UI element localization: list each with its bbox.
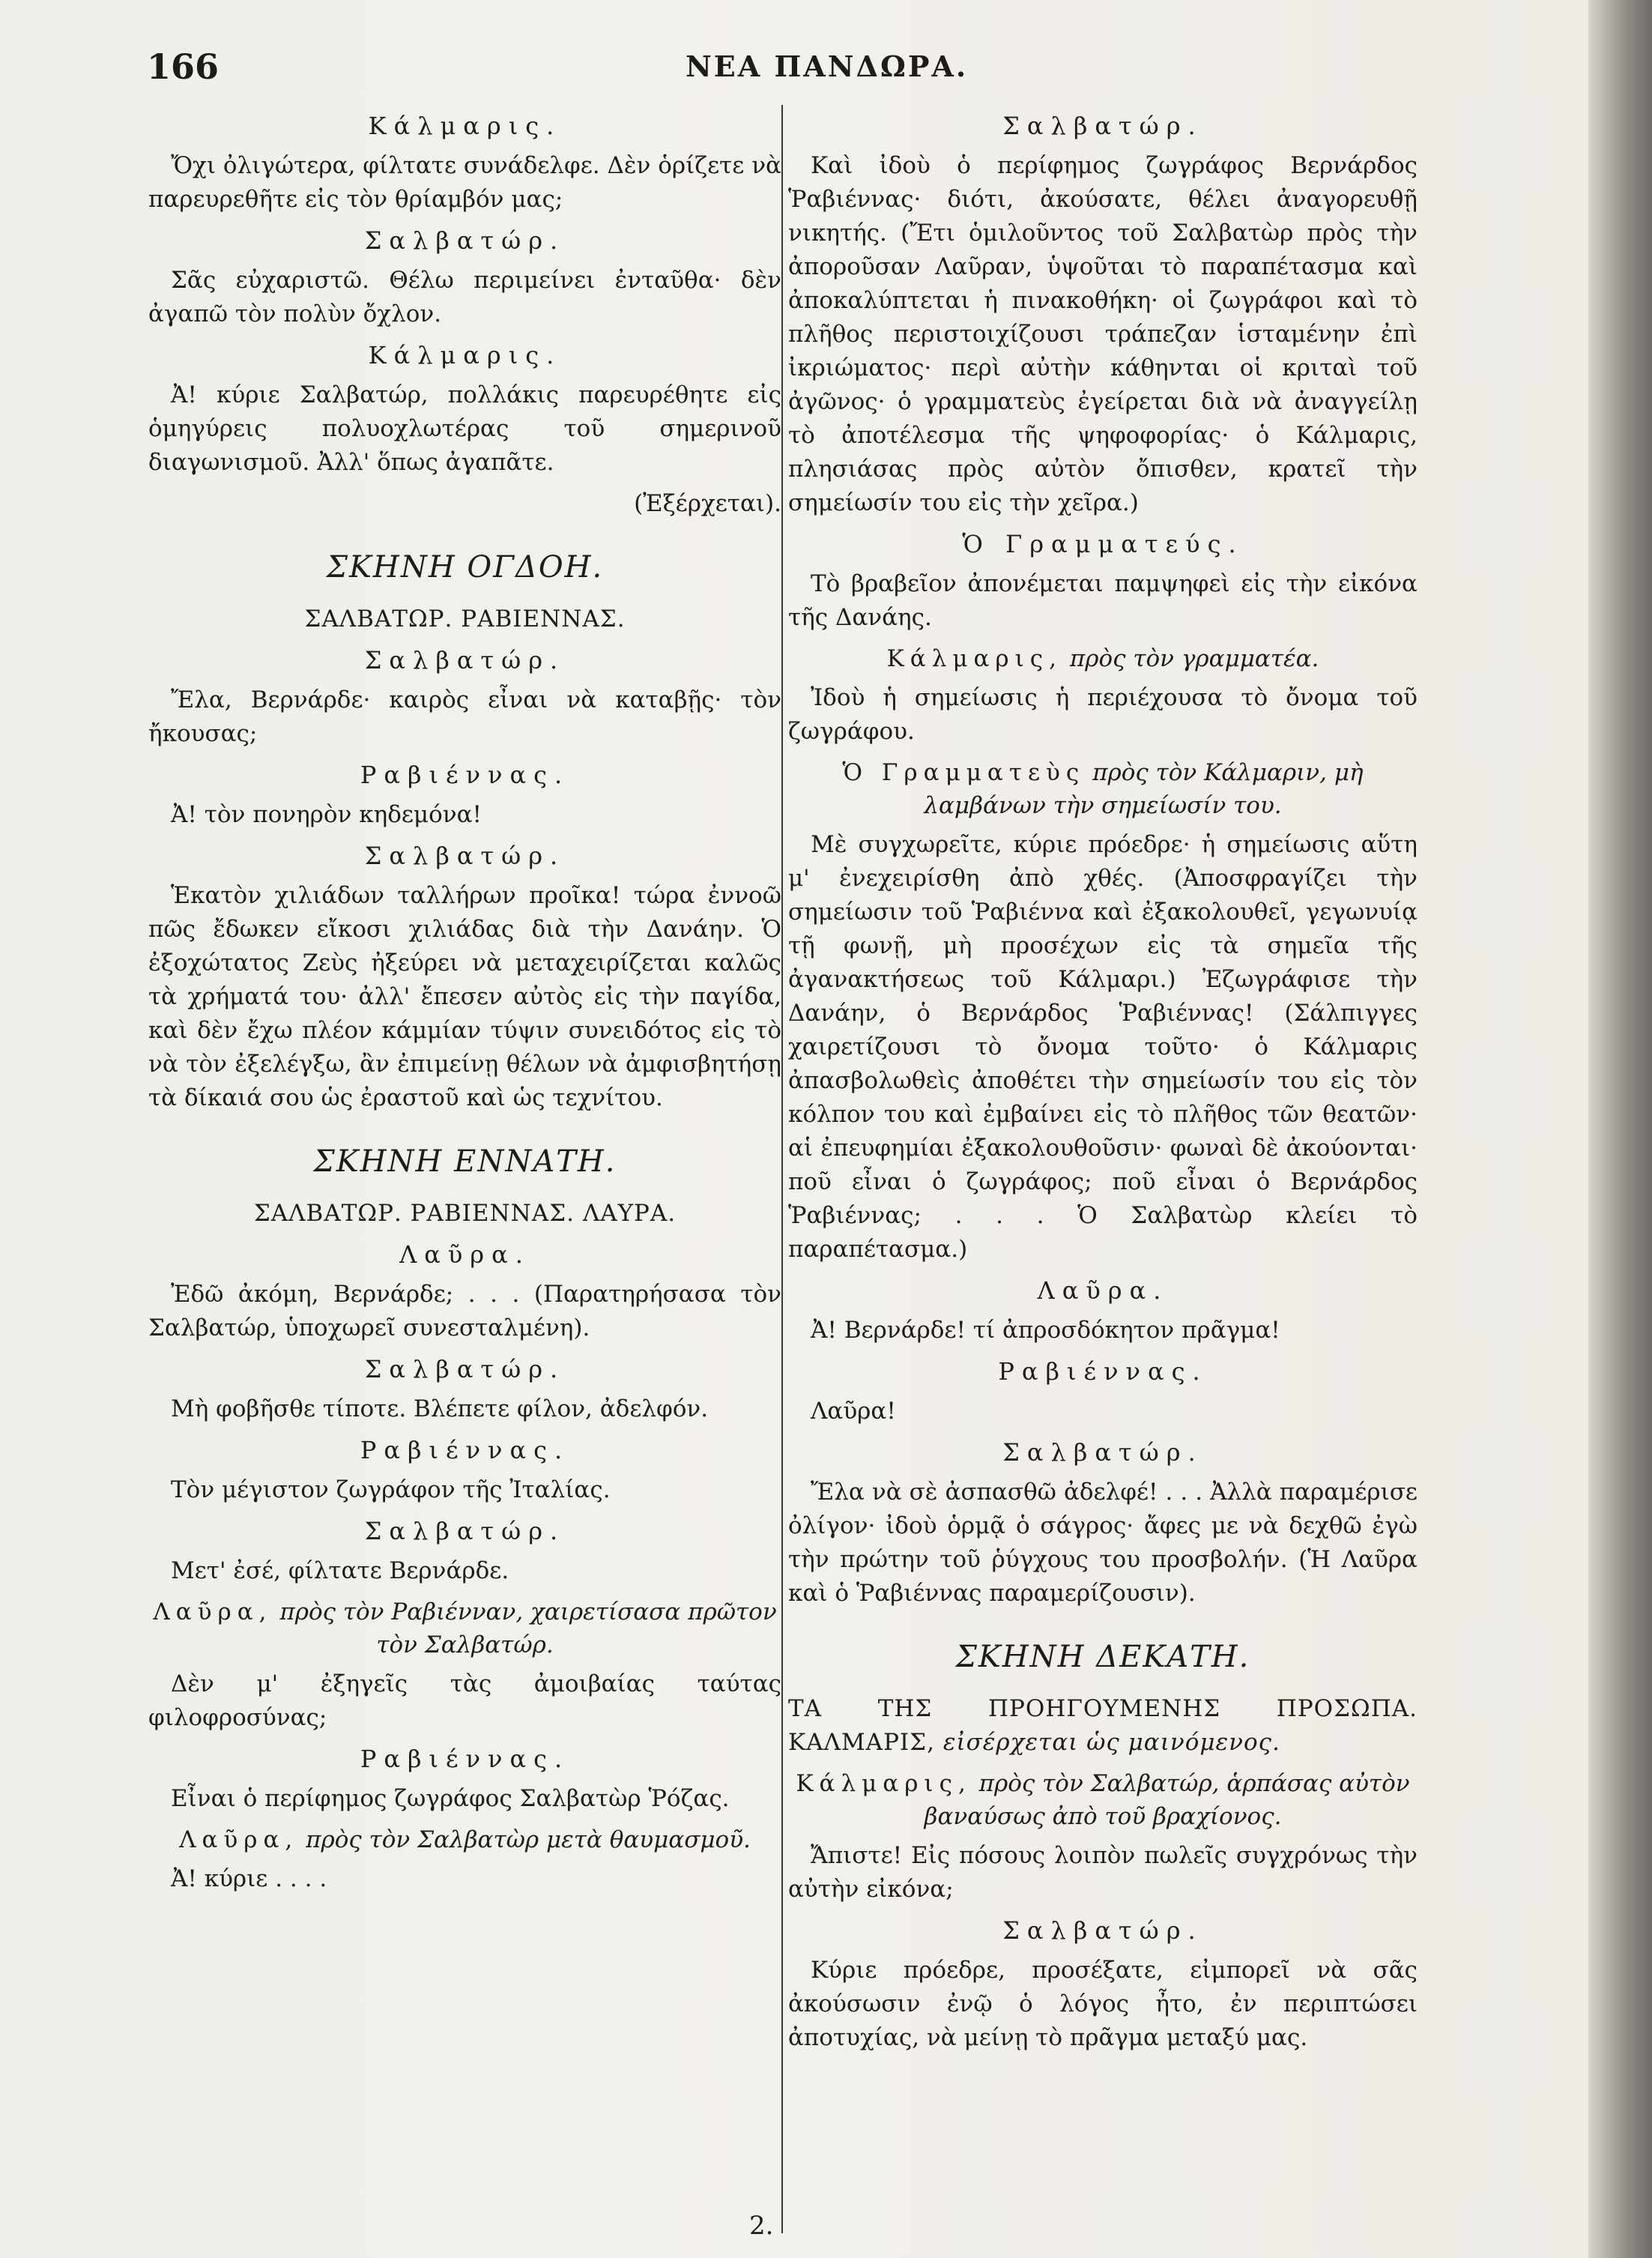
- scene-characters: ΣΑΛΒΑΤΩΡ. ΡΑΒΙΕΝΝΑΣ. ΛΑΥΡΑ.: [253, 1200, 677, 1227]
- speaker-name: Σαλβατώρ.: [1002, 112, 1203, 140]
- speaker-name: Κάλμαρις,: [886, 645, 1063, 672]
- signature-mark: 2.: [749, 2211, 774, 2241]
- dialogue-line: Ἰδοὺ ἡ σημείωσις ἡ περιέχουσα τὸ ὄνομα τοῦ ζωγράφου.: [788, 684, 1417, 745]
- dialogue-line: Ἀ! κύριε Σαλβατώρ, πολλάκις παρευρέθητε εἰς ὁμηγύρεις πολυοχλωτέρας τοῦ σημερινοῦ διαγωνισμοῦ. Ἀλλ' ὅπως ἀγαπᾶτε.: [148, 381, 781, 476]
- column-divider: [781, 105, 783, 2233]
- dialogue-line: Λαῦρα!: [811, 1398, 896, 1425]
- dialogue-line: Δὲν μ' ἐξηγεῖς τὰς ἀμοιβαίας ταύτας φιλοφροσύνας;: [148, 1670, 781, 1731]
- dialogue-line: Ἀ! Βερνάρδε! τί ἀπροσδόκητον πρᾶγμα!: [811, 1317, 1280, 1344]
- dialogue-line: Ἀ! κύριε . . . .: [171, 1865, 327, 1892]
- dialogue-line: Καὶ ἰδοὺ ὁ περίφημος ζωγράφος Βερνάρδος Ῥαβιέννας· διότι, ἀκούσατε, θέλει ἀναγορευθῇ νικητής. (Ἔτι ὁμιλοῦντος τοῦ Σαλβατὼρ πρὸς τὴν ἀποροῦσαν Λαῦραν, ὑψοῦται τὸ παραπέτασμα καὶ ἀποκαλύπτεται ἡ πινακοθήκη· οἱ ζωγράφοι καὶ τὸ πλῆθος περιστοιχίζουσι τράπεζαν ἱσταμένην ἐπὶ ἰκριώματος· περὶ αὐτὴν κάθηνται οἱ κριταὶ τοῦ ἀγῶνος· ὁ γραμματεὺς ἐγείρεται διὰ νὰ ἀναγγείλῃ τὸ ἀποτέλεσμα τῆς ψηφοφορίας· ὁ Κάλμαρις, πλησιάσας πρὸς αὐτὸν ὄπισθεν, κρατεῖ τὴν σημείωσίν του εἰς τὴν χεῖρα.): [788, 152, 1417, 516]
- speaker-name: Ραβιέννας.: [360, 1745, 570, 1773]
- dialogue-line: Ἐδῶ ἀκόμη, Βερνάρδε; . . . (Παρατηρήσασα τὸν Σαλβατώρ, ὑποχωρεῖ συνεσταλμένη).: [148, 1281, 781, 1341]
- speaker-direction: πρὸς τὸν Σαλβατώρ, ἁρπάσας αὐτὸν βαναύσως ἀπὸ τοῦ βραχίονος.: [924, 1770, 1410, 1830]
- book-edge-shadow: [1588, 0, 1652, 2258]
- dialogue-line: Κύριε πρόεδρε, προσέξατε, εἰμπορεῖ νὰ σᾶς ἀκούσωσιν ἐνῷ ὁ λόγος ἦτο, ἐν περιπτώσει ἀποτυχίας, νὰ μείνῃ τὸ πρᾶγμα μεταξύ μας.: [788, 1957, 1417, 2051]
- scene-characters: [788, 1692, 1417, 1760]
- dialogue-line: Ἔλα, Βερνάρδε· καιρὸς εἶναι νὰ καταβῇς· τὸν ἤκουσας;: [148, 686, 781, 747]
- dialogue-line: Μετ' ἐσέ, φίλτατε Βερνάρδε.: [171, 1557, 509, 1584]
- dialogue-line: Τὸν μέγιστον ζωγράφον τῆς Ἰταλίας.: [171, 1476, 611, 1503]
- stage-direction: (Ἐξέρχεται).: [634, 490, 781, 517]
- scene-direction: εἰσέρχεται ὡς μαινόμενος.: [943, 1729, 1280, 1756]
- dialogue-line: Ἑκατὸν χιλιάδων ταλλήρων προῖκα! τώρα ἐννοῶ πῶς ἔδωκεν εἴκοσι χιλιάδας διὰ τὴν Δανάην. Ὁ ἐξοχώτατος Ζεὺς ἠξεύρει νὰ μεταχειρίζεται καλῶς τὰ χρήματά του· ἀλλ' ἔπεσεν αὐτὸς εἰς τὴν παγίδα, καὶ δὲν ἔχω πλέον κάμμίαν τύψιν συνειδότος εἰς τὸ νὰ τὸν ἐξελέγξω, ἂν ἐπιμείνῃ θέλων νὰ ἀμφισβητήσῃ τὰ δίκαιά σου ὡς ἐραστοῦ καὶ ὡς τεχνίτου.: [148, 882, 781, 1111]
- speaker-with-direction: [148, 1823, 781, 1856]
- speaker-name: Ραβιέννας.: [998, 1357, 1208, 1386]
- speaker-direction: πρὸς τὸν Ραβιένναν, χαιρετίσασα πρῶτον τὸν Σαλβατώρ.: [279, 1599, 777, 1658]
- page-header: [0, 46, 1588, 91]
- speaker-name: Σαλβατώρ.: [364, 226, 566, 255]
- dialogue-line: Σᾶς εὐχαριστῶ. Θέλω περιμείνει ἐνταῦθα· δὲν ἀγαπῶ τὸν πολὺν ὄχλον.: [148, 267, 781, 327]
- speaker-with-direction: [788, 1767, 1417, 1833]
- speaker-name: Κάλμαρις.: [368, 341, 562, 369]
- speaker-direction: πρὸς τὸν Κάλμαριν, μὴ λαμβάνων τὴν σημείωσίν του.: [924, 759, 1364, 819]
- scene-characters-list: ΤΑ ΤΗΣ ΠΡΟΗΓΟΥΜΕΝΗΣ ΠΡΟΣΩΠΑ. ΚΑΛΜΑΡΙΣ,: [788, 1695, 1417, 1756]
- right-column: [788, 105, 1417, 2233]
- speaker-name: Λαῦρα,: [179, 1826, 299, 1853]
- speaker-name: Σαλβατώρ.: [364, 842, 566, 870]
- speaker-name: Κάλμαρις,: [796, 1770, 972, 1797]
- page-number: 166: [147, 46, 220, 87]
- dialogue-line: Ἄπιστε! Εἰς πόσους λοιπὸν πωλεῖς συγχρόνως τὴν αὐτὴν εἰκόνα;: [788, 1842, 1417, 1903]
- dialogue-line: Ἔλα νὰ σὲ ἀσπασθῶ ἀδελφέ! . . . Ἀλλὰ παραμέρισε ὀλίγον· ἰδοὺ ὁρμᾷ ὁ σάγρος· ἄφες με νὰ δεχθῶ ἐγὼ τὴν πρώτην τοῦ ῥύγχους του προσβολήν. (Ἡ Λαῦρα καὶ ὁ Ῥαβιέννας παραμερίζουσιν).: [788, 1479, 1417, 1607]
- scene-title: ΣΚΗΝΗ ΔΕΚΑΤΗ.: [955, 1640, 1250, 1674]
- speaker-name: Σαλβατώρ.: [1002, 1916, 1203, 1945]
- running-title: ΝΕΑ ΠΑΝΔΩΡΑ.: [686, 49, 969, 83]
- speaker-name: Ραβιέννας.: [360, 1436, 570, 1464]
- speaker-name: Ὁ Γραμματεύς.: [962, 530, 1244, 558]
- dialogue-line: Ὄχι ὀλιγώτερα, φίλτατε συνάδελφε. Δὲν ὁρίζετε νὰ παρευρεθῆτε εἰς τὸν θρίαμβόν μας;: [148, 152, 781, 213]
- speaker-with-direction: [148, 1596, 781, 1661]
- scene-title: ΣΚΗΝΗ ΕΝΝΑΤΗ.: [313, 1144, 617, 1179]
- speaker-direction: πρὸς τὸν Σαλβατὼρ μετὰ θαυμασμοῦ.: [306, 1826, 751, 1853]
- speaker-name: Κάλμαρις.: [368, 112, 562, 140]
- speaker-name: Λαῦρα.: [1037, 1276, 1169, 1305]
- speaker-name: Λαῦρα,: [153, 1599, 273, 1625]
- scene-title: ΣΚΗΝΗ ΟΓΔΟΗ.: [326, 550, 604, 585]
- left-column: [148, 105, 781, 2233]
- speaker-name: Ραβιέννας.: [360, 761, 570, 789]
- speaker-name: Σαλβατώρ.: [364, 1355, 566, 1383]
- speaker-name: Σαλβατώρ.: [1002, 1438, 1203, 1467]
- speaker-name: Ὁ Γραμματεὺς: [842, 759, 1086, 786]
- speaker-with-direction: [788, 756, 1417, 822]
- dialogue-line: Μὲ συγχωρεῖτε, κύριε πρόεδρε· ἡ σημείωσις αὕτη μ' ἐνεχειρίσθη ἀπὸ χθές. (Ἀποσφραγίζει τὴν σημείωσιν τοῦ Ῥαβιέννα καὶ ἐξακολουθεῖ, γεγωνυίᾳ τῇ φωνῇ, μὴ προσέχων εἰς τὰ σημεῖα τῆς ἀγανακτήσεως τοῦ Κάλμαρι.) Ἐζωγράφισε τὴν Δανάην, ὁ Βερνάρδος Ῥαβιέννας! (Σάλπιγγες χαιρετίζουσι τὸ ὄνομα τοῦτο· ὁ Κάλμαρις ἀπασβολωθεὶς ἀποθέτει τὴν σημείωσίν του εἰς τὸν κόλπον του καὶ ἐμβαίνει εἰς τὸ πλῆθος τῶν θεατῶν· αἱ ἐπευφημίαι ἐξακολουθοῦσιν· φωναὶ δὲ ἀκούονται· ποῦ εἶναι ὁ ζωγράφος; ποῦ εἶναι ὁ Βερνάρδος Ῥαβιέννας; . . . Ὁ Σαλβατὼρ κλείει τὸ παραπέτασμα.): [788, 831, 1417, 1263]
- dialogue-line: Τὸ βραβεῖον ἀπονέμεται παμψηφεὶ εἰς τὴν εἰκόνα τῆς Δανάης.: [788, 570, 1417, 631]
- speaker-with-direction: [788, 642, 1417, 675]
- speaker-direction: πρὸς τὸν γραμματέα.: [1069, 645, 1319, 672]
- dialogue-line: Μὴ φοβῆσθε τίποτε. Βλέπετε φίλον, ἀδελφόν.: [171, 1395, 709, 1422]
- dialogue-line: Ἀ! τὸν πονηρὸν κηδεμόνα!: [171, 801, 482, 828]
- speaker-name: Σαλβατώρ.: [364, 646, 566, 674]
- scene-characters: ΣΑΛΒΑΤΩΡ. ΡΑΒΙΕΝΝΑΣ.: [304, 606, 626, 633]
- speaker-name: Λαῦρα.: [399, 1240, 530, 1269]
- speaker-name: Σαλβατώρ.: [364, 1517, 566, 1545]
- dialogue-line: Εἶναι ὁ περίφημος ζωγράφος Σαλβατὼρ Ῥόζας.: [171, 1785, 730, 1812]
